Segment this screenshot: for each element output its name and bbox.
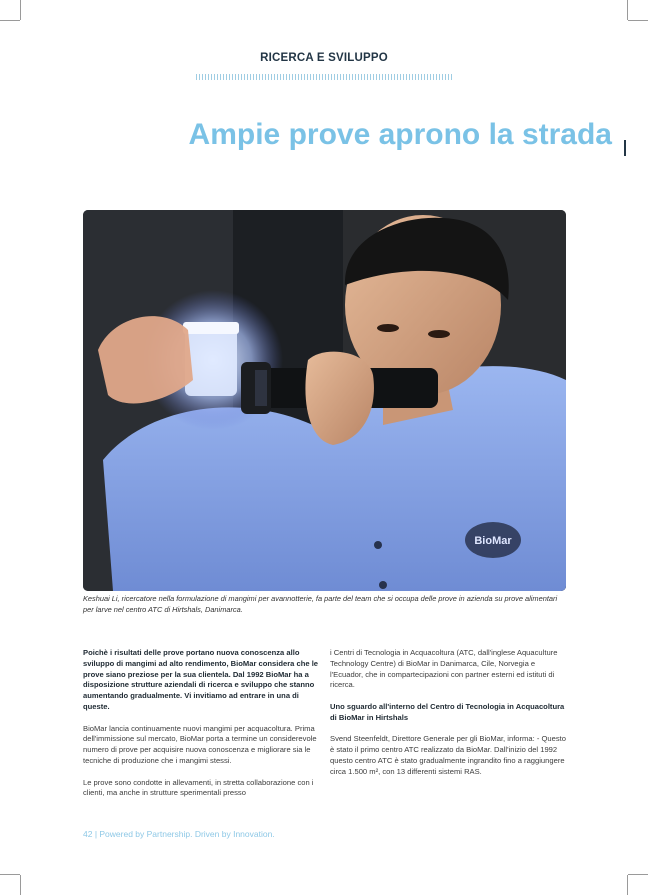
section-subheading: Uno sguardo all'interno del Centro di Tecnologia in Acquacoltura di BioMar in Hirtshals — [330, 701, 565, 722]
section-title: RICERCA E SVILUPPO — [260, 52, 388, 64]
researcher-illustration — [83, 210, 566, 591]
crop-mark — [0, 20, 20, 21]
article-column-left — [83, 648, 319, 810]
crop-mark — [627, 875, 628, 895]
article-column-right — [330, 648, 566, 788]
body-paragraph: Svend Steenfeldt, Direttore Generale per gli BioMar, informa: - Questo è stato il primo centro ATC realizzato da BioMar. Dall'inizio del 1992 questo centro ATC è stato gradualmente ingrandito fino a raggiungere circa 1.500 m², con 13 differenti sistemi RAS. — [330, 734, 566, 776]
crop-mark — [20, 875, 21, 895]
page-footer: 42 | Powered by Partnership. Driven by Innovation. — [83, 829, 275, 839]
crop-mark — [0, 874, 20, 875]
crop-mark — [627, 0, 628, 20]
article-photo — [83, 210, 566, 591]
headline-accent-bar — [624, 140, 626, 156]
crop-mark — [628, 20, 648, 21]
crop-mark — [20, 0, 21, 20]
body-paragraph: BioMar lancia continuamente nuovi mangimi per acquacoltura. Prima dell'immissione sul mercato, BioMar porta a termine un considerevole numero di prove per acquisire nuova conoscenza e migliorare sia le tecniche di produzione che i mangimi stessi. — [83, 723, 317, 765]
dotted-divider — [196, 74, 453, 80]
photo-caption: Keshuai Li, ricercatore nella formulazione di mangimi per avannotterie, fa parte del team che si occupa delle prove in azienda su prove alimentari per larve nel centro ATC di Hirtshals, Danimarca. — [83, 594, 558, 614]
crop-mark — [628, 874, 648, 875]
shirt-logo-text: BioMar — [474, 535, 512, 547]
body-paragraph: Le prove sono condotte in allevamenti, in stretta collaborazione con i clienti, ma anche in strutture sperimentali presso — [83, 777, 314, 798]
sample-jar — [185, 328, 237, 396]
page-headline: Ampie prove aprono la strada — [188, 118, 612, 151]
body-paragraph: i Centri di Tecnologia in Acquacoltura (ATC, dall'inglese Aquaculture Technology Centre) di BioMar in Danimarca, Cile, Norvegia e l'Ecuador, che in compartecipazioni con partner esterni ed istituti di ricerca. — [330, 648, 558, 690]
lead-paragraph: Poichè i risultati delle prove portano nuova conoscenza allo sviluppo di mangimi ad alto rendimento, BioMar considera che le prove siano preziose per la sua clientela. Dal 1992 BioMar ha a disposizione strutture aziendali di ricerca e sviluppo che stanno aumentando gradualmente. Vi invitiamo ad entrare in una di queste. — [83, 648, 319, 711]
